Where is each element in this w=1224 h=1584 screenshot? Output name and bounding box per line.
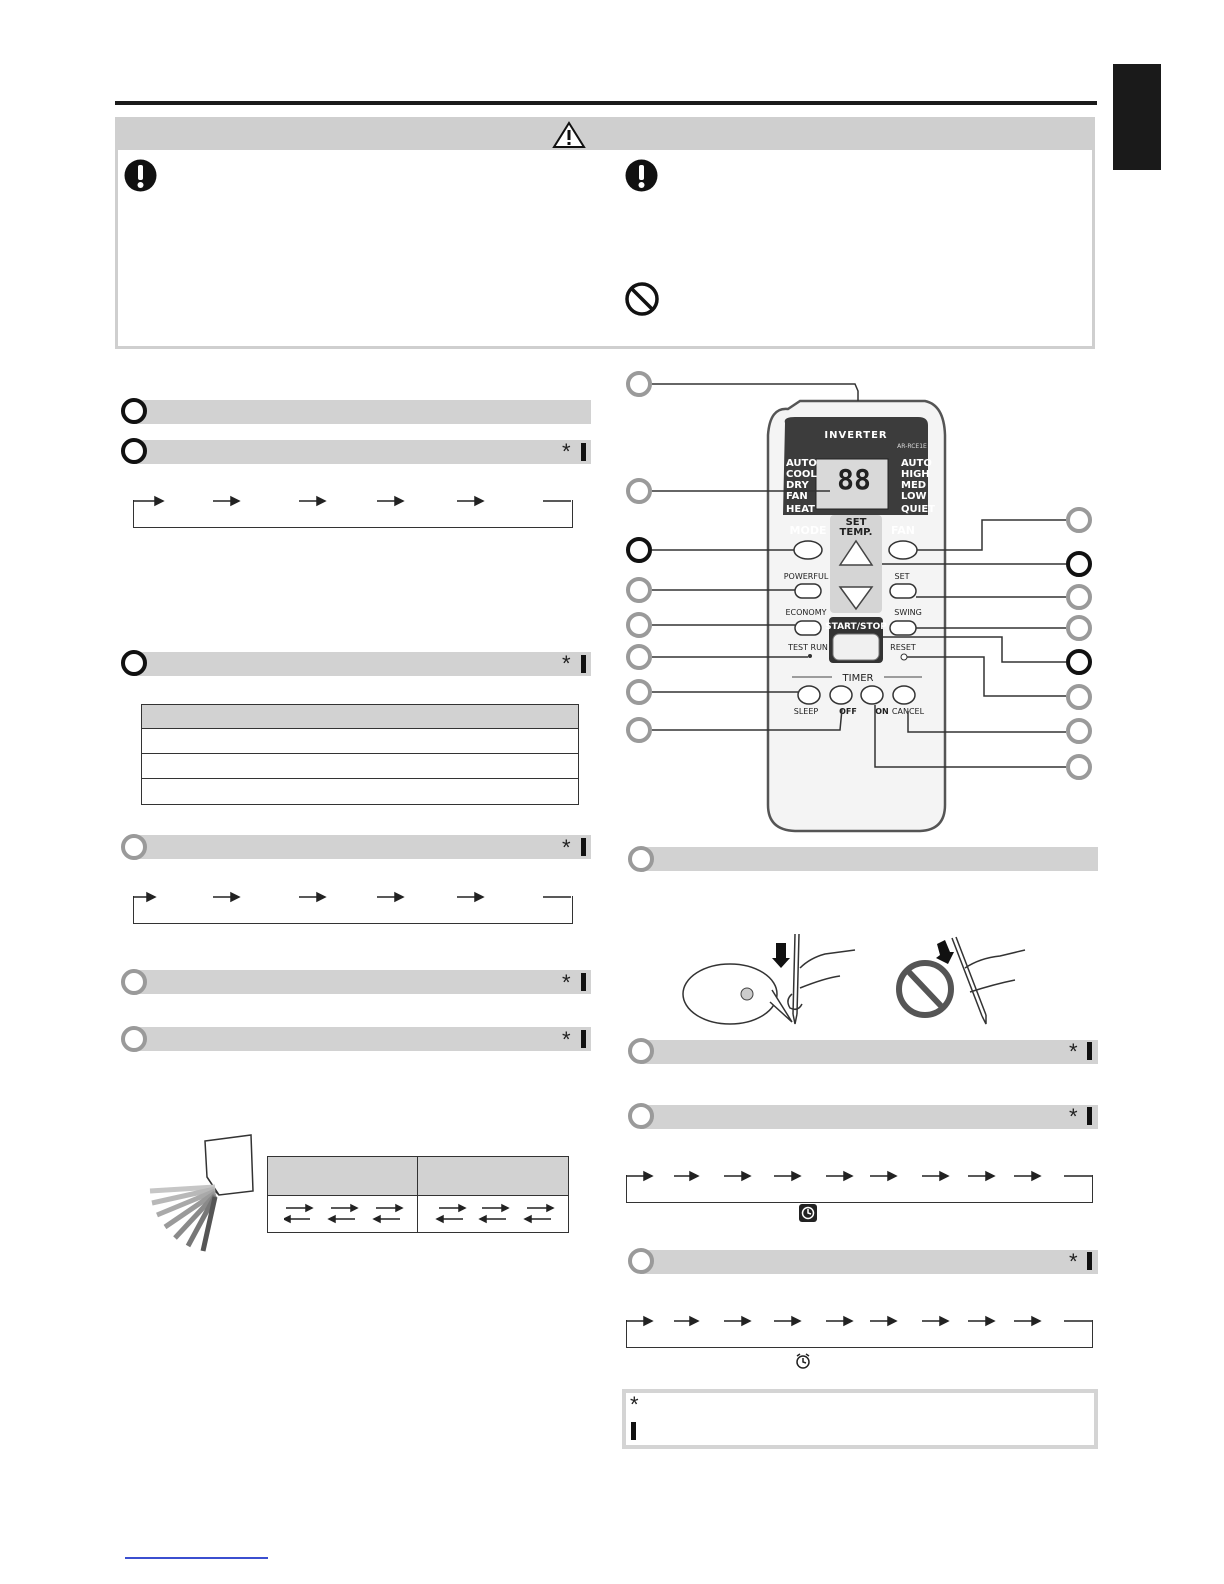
section-marker	[121, 650, 147, 676]
set-temp-label-1: SET	[845, 517, 867, 528]
mode-heat: HEAT	[786, 504, 815, 515]
bar-mark	[631, 1422, 636, 1440]
louver-swing-illustration	[145, 1133, 257, 1255]
callout-marker	[626, 612, 652, 638]
section-marker	[121, 834, 147, 860]
bar-mark	[581, 973, 586, 991]
callout-marker	[1066, 507, 1092, 533]
asterisk-mark: *	[562, 970, 571, 995]
remote-control-diagram	[620, 365, 1100, 835]
mode-auto: AUTO	[786, 458, 817, 469]
fan-med: MED	[901, 480, 927, 491]
swing-button	[890, 621, 916, 635]
section-bar	[133, 400, 591, 424]
prohibited-icon	[624, 281, 660, 317]
section-marker	[628, 1038, 654, 1064]
asterisk-mark: *	[562, 1027, 571, 1052]
cycle-arrows	[626, 1312, 1093, 1328]
section-marker	[628, 1103, 654, 1129]
fan-button	[889, 541, 917, 559]
callout-marker	[1066, 754, 1092, 780]
bar-mark	[581, 443, 586, 461]
asterisk-mark: *	[562, 651, 571, 676]
callout-marker	[626, 537, 652, 563]
section-bar	[133, 1027, 591, 1051]
fan-high: HIGH	[901, 469, 930, 480]
cancel-label: CANCEL	[891, 707, 925, 716]
section-bar	[133, 440, 591, 464]
timer-on-icon	[798, 1203, 818, 1223]
sleep-button	[798, 686, 820, 704]
table-header	[141, 704, 579, 729]
section-marker	[121, 969, 147, 995]
mode-button	[794, 541, 822, 559]
economy-label: ECONOMY	[785, 608, 827, 617]
language-tab	[1113, 64, 1161, 170]
reset-label: RESET	[890, 643, 916, 652]
callout-marker	[1066, 615, 1092, 641]
section-marker	[121, 398, 147, 424]
bar-mark	[1087, 1252, 1092, 1270]
economy-button	[795, 621, 821, 635]
section-bar	[133, 835, 591, 859]
warning-header	[115, 117, 1095, 150]
callout-marker	[626, 679, 652, 705]
warning-box	[115, 117, 1095, 349]
reset-pen-illustration	[680, 928, 1040, 1030]
mode-button-label: MODE	[789, 524, 827, 537]
bar-mark	[1087, 1042, 1092, 1060]
asterisk-mark: *	[1069, 1039, 1078, 1064]
test-run-label: TEST RUN	[788, 643, 828, 652]
section-marker	[628, 846, 654, 872]
asterisk-mark: *	[562, 835, 571, 860]
swing-arrows	[284, 1202, 564, 1226]
section-bar	[640, 1105, 1098, 1129]
fan-low: LOW	[901, 491, 927, 502]
callout-marker	[626, 717, 652, 743]
sleep-label: SLEEP	[793, 707, 819, 716]
powerful-label: POWERFUL	[783, 572, 829, 581]
callout-marker	[1066, 718, 1092, 744]
off-label: OFF	[839, 707, 857, 716]
asterisk-mark: *	[562, 439, 571, 464]
bar-mark	[581, 655, 586, 673]
on-label: ON	[875, 707, 889, 716]
swing-label: SWING	[894, 608, 922, 617]
footer-link-underline	[125, 1557, 268, 1559]
mode-dry: DRY	[786, 480, 809, 491]
note-box	[622, 1389, 1098, 1449]
start-stop-label: START/STOP	[825, 622, 887, 632]
cycle-arrows	[133, 492, 573, 508]
cancel-button	[893, 686, 915, 704]
callout-marker	[1066, 649, 1092, 675]
swing-table-header	[267, 1156, 569, 1196]
mandatory-icon	[124, 159, 157, 192]
timer-off-icon	[794, 1352, 812, 1370]
display-digits: 88	[837, 463, 871, 496]
remote-model: AR-RCE1E	[897, 443, 927, 450]
section-bar	[640, 847, 1098, 871]
bar-mark	[581, 838, 586, 856]
callout-marker	[626, 577, 652, 603]
set-label: SET	[894, 572, 910, 581]
section-bar	[640, 1040, 1098, 1064]
warning-triangle-icon	[552, 121, 586, 149]
section-marker	[628, 1248, 654, 1274]
top-rule	[115, 101, 1097, 105]
start-stop-button	[833, 634, 879, 660]
callout-marker	[1066, 551, 1092, 577]
bar-mark	[1087, 1107, 1092, 1125]
callout-marker	[626, 371, 652, 397]
section-bar	[640, 1250, 1098, 1274]
cycle-arrows	[133, 888, 573, 904]
off-button	[830, 686, 852, 704]
callout-marker	[626, 644, 652, 670]
fan-button-label: FAN	[891, 524, 915, 537]
bar-mark	[581, 1030, 586, 1048]
asterisk-mark: *	[630, 1392, 639, 1417]
mode-fan: FAN	[786, 491, 808, 502]
set-button	[890, 584, 916, 598]
table-body	[141, 729, 579, 805]
asterisk-mark: *	[1069, 1104, 1078, 1129]
section-marker	[121, 1026, 147, 1052]
remote-brand: INVERTER	[824, 430, 888, 441]
fan-quiet: QUIET	[901, 504, 935, 515]
asterisk-mark: *	[1069, 1249, 1078, 1274]
mode-cool: COOL	[786, 469, 817, 480]
callout-marker	[1066, 684, 1092, 710]
callout-marker	[626, 478, 652, 504]
timer-label: TIMER	[842, 673, 874, 684]
set-temp-label-2: TEMP.	[839, 527, 873, 538]
section-marker	[121, 438, 147, 464]
callout-marker	[1066, 584, 1092, 610]
mandatory-icon	[625, 159, 658, 192]
powerful-button	[795, 584, 821, 598]
fan-auto: AUTO	[901, 458, 932, 469]
section-bar	[133, 652, 591, 676]
on-button	[861, 686, 883, 704]
section-bar	[133, 970, 591, 994]
cycle-arrows	[626, 1168, 1093, 1184]
